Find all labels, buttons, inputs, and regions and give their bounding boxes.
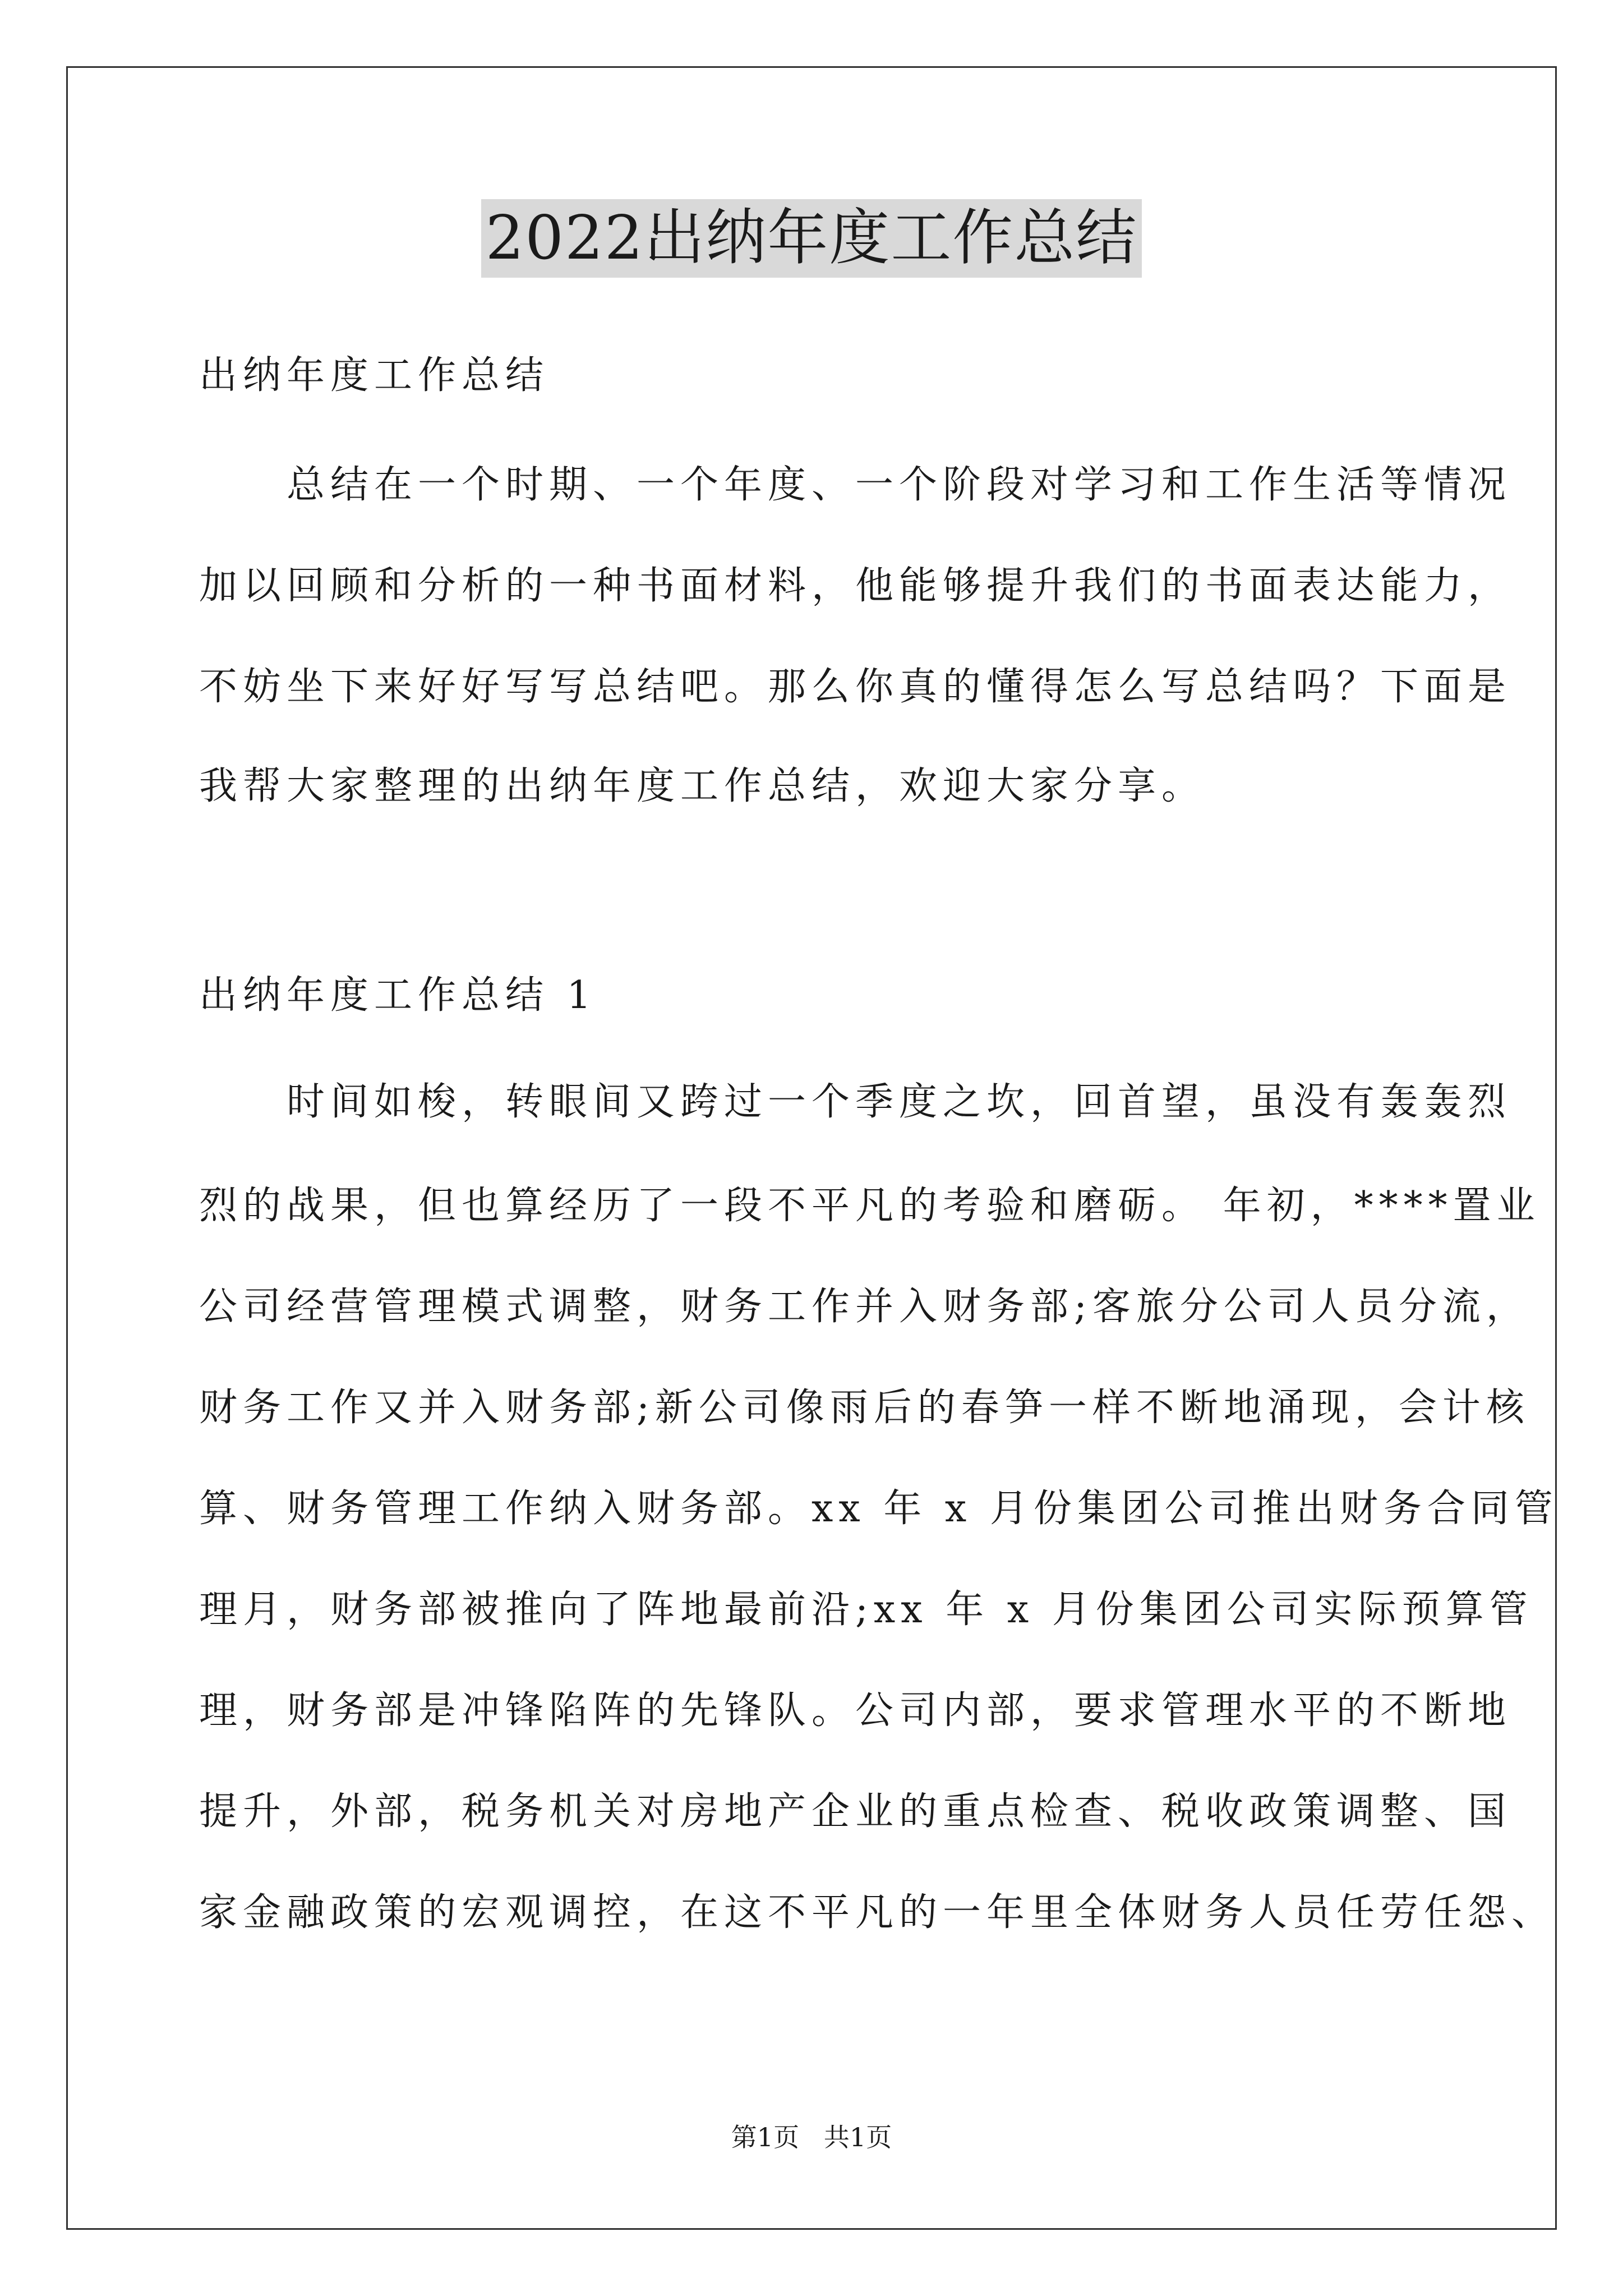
paragraph-line: 理，财务部是冲锋陷阵的先锋队。公司内部，要求管理水平的不断地 — [199, 1688, 1512, 1733]
paragraph-line: 时间如梭，转眼间又跨过一个季度之坎，回首望，虽没有轰轰烈 — [199, 1080, 1512, 1124]
paragraph-line: 我帮大家整理的出纳年度工作总结，欢迎大家分享。 — [199, 764, 1206, 808]
section-heading: 出纳年度工作总结 — [199, 353, 550, 398]
section-heading: 出纳年度工作总结 1 — [199, 973, 597, 1018]
paragraph-line: 加以回顾和分析的一种书面材料，他能够提升我们的书面表达能力， — [199, 564, 1512, 608]
paragraph-line: 总结在一个时期、一个年度、一个阶段对学习和工作生活等情况 — [199, 463, 1512, 507]
paragraph-line: 算、财务管理工作纳入财务部。xx 年 x 月份集团公司推出财务合同管 — [199, 1487, 1559, 1531]
paragraph-line: 不妨坐下来好好写写总结吧。那么你真的懂得怎么写总结吗？下面是 — [199, 665, 1512, 709]
paragraph-line: 家金融政策的宏观调控，在这不平凡的一年里全体财务人员任劳任怨、 — [199, 1890, 1556, 1935]
page-footer: 第1页 共1页 — [731, 2122, 892, 2152]
paragraph-line: 理月，财务部被推向了阵地最前沿;xx 年 x 月份集团公司实际预算管 — [199, 1588, 1533, 1632]
paragraph-line: 公司经营管理模式调整，财务工作并入财务部;客旅分公司人员分流， — [199, 1285, 1530, 1329]
document-title: 2022出纳年度工作总结 — [481, 199, 1142, 278]
title-container — [0, 199, 1623, 278]
paragraph-line: 财务工作又并入财务部;新公司像雨后的春笋一样不断地涌现，会计核 — [199, 1386, 1530, 1430]
paragraph-line: 提升，外部，税务机关对房地产企业的重点检查、税收政策调整、国 — [199, 1789, 1512, 1834]
paragraph-line: 烈的战果，但也算经历了一段不平凡的考验和磨砺。 年初，****置业 — [199, 1184, 1541, 1228]
